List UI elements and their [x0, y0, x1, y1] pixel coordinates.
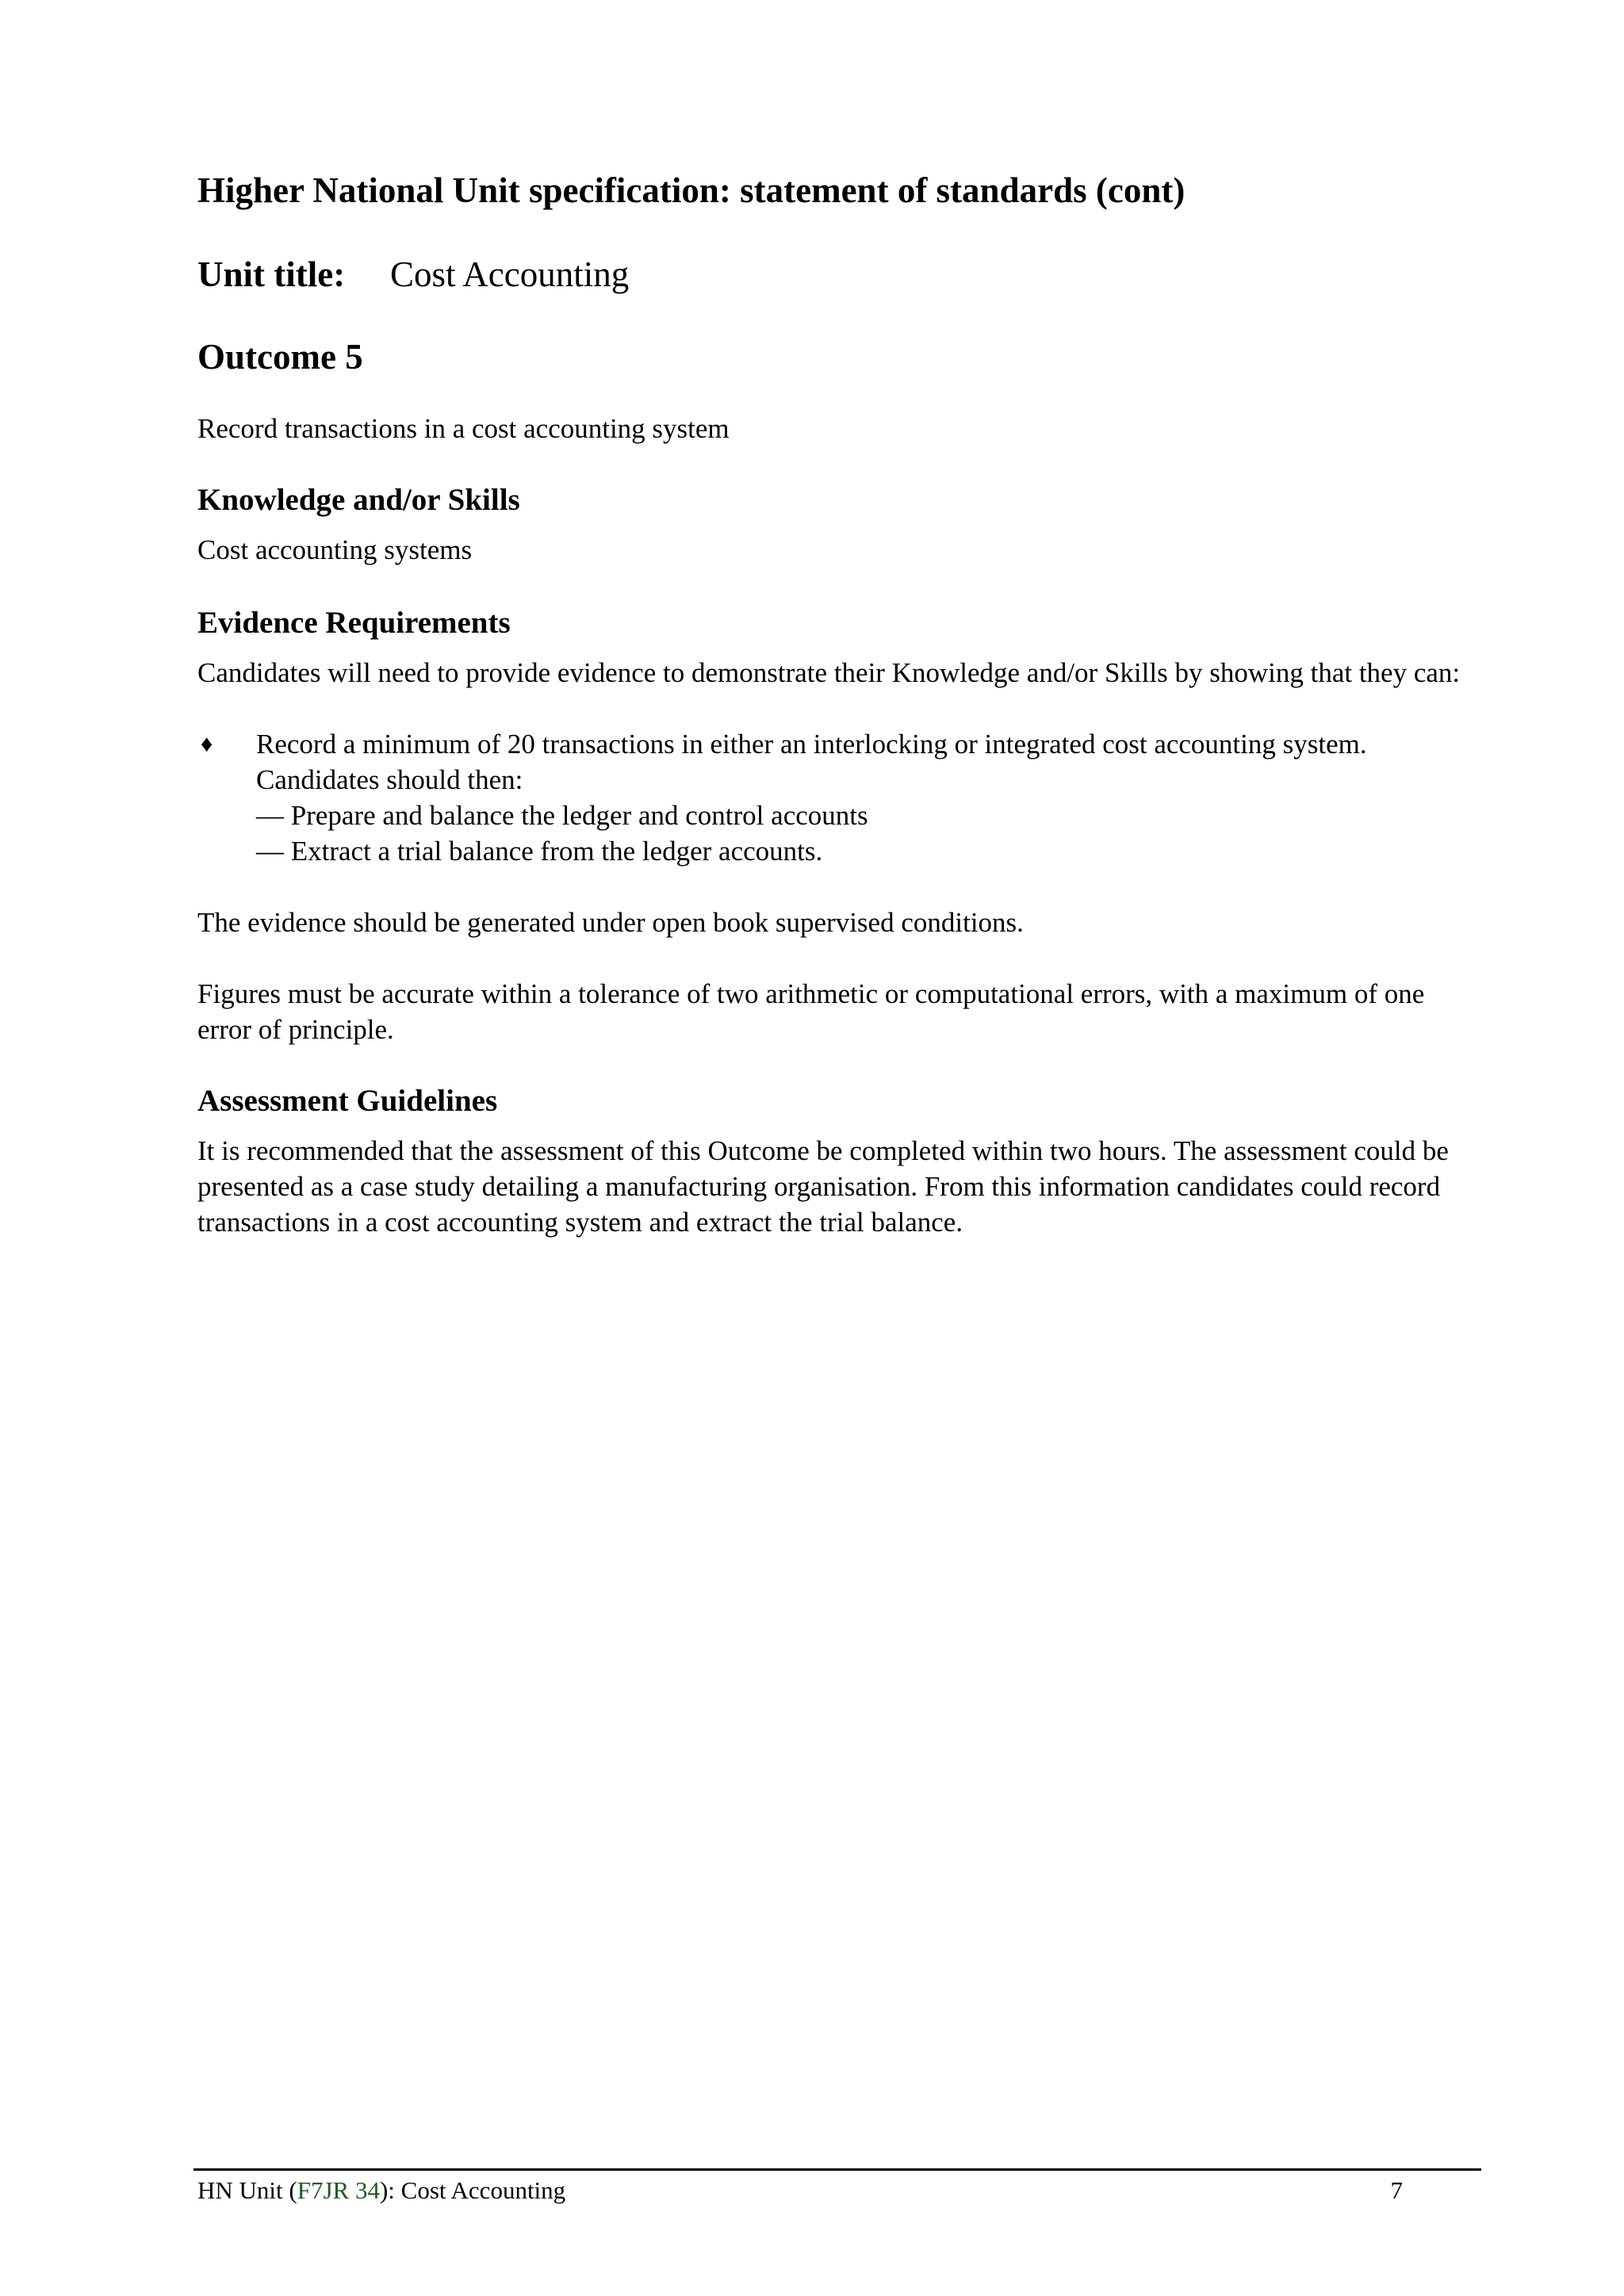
bullet-subitem: — Prepare and balance the ledger and control accounts: [256, 800, 868, 831]
footer-suffix: ): Cost Accounting: [379, 2176, 566, 2204]
bullet-line: Candidates should then:: [256, 764, 523, 795]
main-heading: Higher National Unit specification: statement of standards (cont): [197, 170, 1185, 210]
evidence-bullet: [197, 726, 1482, 869]
footer-divider: [193, 2168, 1481, 2171]
assessment-text: It is recommended that the assessment of this Outcome be completed within two hours. The assessment could be presented as a case study detailing a manufacturing organisation. From this information candidates could record transactions in a cost accounting system and extract the trial balance.: [197, 1135, 1449, 1238]
page-number: 7: [1390, 2176, 1403, 2204]
unit-title-line: [197, 252, 1482, 297]
unit-title-label: Unit title:: [197, 254, 346, 294]
bullet-subitem: — Extract a trial balance from the ledger accounts.: [256, 836, 823, 867]
unit-title-value: Cost Accounting: [390, 254, 630, 294]
knowledge-heading: Knowledge and/or Skills: [197, 483, 520, 517]
footer-unit-code: F7JR 34: [297, 2176, 380, 2204]
diamond-bullet-icon: ♦: [201, 731, 213, 757]
evidence-heading: Evidence Requirements: [197, 606, 511, 640]
evidence-conditions: The evidence should be generated under open book supervised conditions.: [197, 907, 1024, 938]
document-body: [197, 168, 1482, 1240]
bullet-line: Record a minimum of 20 transactions in either an interlocking or integrated cost accounting system.: [256, 729, 1367, 760]
footer-prefix: HN Unit (: [197, 2176, 297, 2204]
knowledge-text: Cost accounting systems: [197, 534, 473, 565]
evidence-intro: Candidates will need to provide evidence to demonstrate their Knowledge and/or Skills by showing that they can:: [197, 657, 1461, 688]
outcome-statement: Record transactions in a cost accounting system: [197, 413, 730, 444]
assessment-heading: Assessment Guidelines: [197, 1084, 498, 1118]
evidence-tolerance: Figures must be accurate within a tolerance of two arithmetic or computational errors, with a maximum of one error of principle.: [197, 978, 1425, 1045]
outcome-heading: Outcome 5: [197, 337, 363, 377]
page-footer: [197, 2175, 1403, 2206]
